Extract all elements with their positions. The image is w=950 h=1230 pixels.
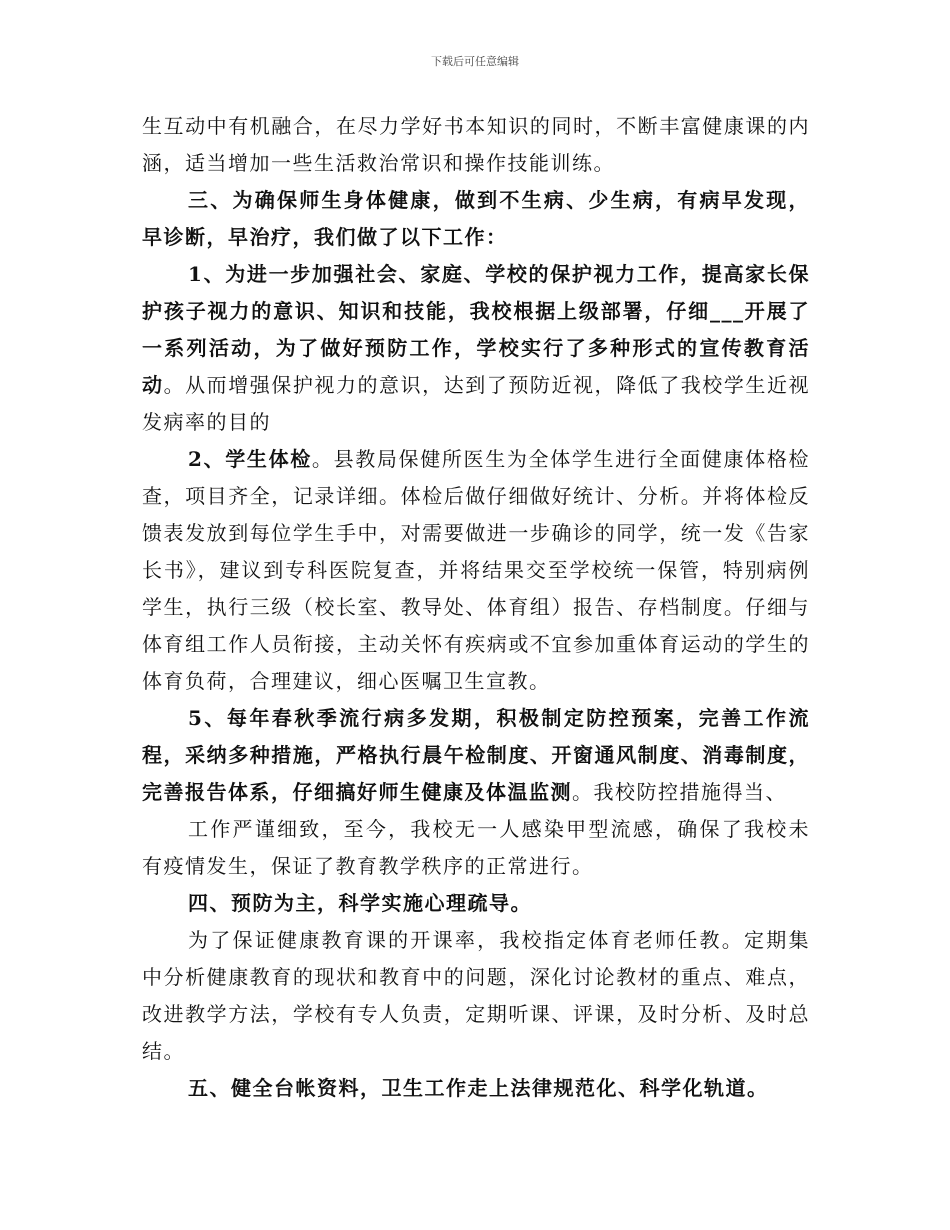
section-heading-five: 五、健全台帐资料，卫生工作走上法律规范化、科学化轨道。 xyxy=(188,1076,769,1100)
header-note: 下载后可任意编辑 xyxy=(431,55,519,68)
paragraph-physical-exam-bold: 2、学生体检 xyxy=(188,447,312,471)
paragraph-health-education: 为了保证健康教育课的开课率，我校指定体育老师任教。定期集中分析健康教育的现状和教育中的问题，深化讨论教材的重点、难点，改进教学方法，学校有专人负责，定期听课、评课，及时分析、及时总结。 xyxy=(142,928,810,1063)
paragraph-physical-exam-text: 。县教局保健所医生为全体学生进行全面健康体格检查，项目齐全，记录详细。体检后做仔细做好统计、分析。并将体检反馈表发放到每位学生手中，对需要做进一步确诊的同学，统一发《告家长书》，建议到专科医院复查，并将结果交至学校统一保管，特别病例学生，执行三级（校长室、教导处、体育组）报告、存档制度。仔细与体育组工作人员衔接，主动关怀有疾病或不宜参加重体育运动的学生的体育负荷，合理建议，细心医嘱卫生宣教。 xyxy=(142,447,811,693)
paragraph-vision-protection-bold: 1、为进一步加强社会、家庭、学校的保护视力工作，提高家长保护孩子视力的意识、知识和技能，我校根据上级部署，仔细___开展了一系列活动，为了做好预防工作，学校实行了多种形式的宣传教育活动 xyxy=(142,262,810,397)
document-body xyxy=(142,108,810,1107)
paragraph-epidemic-result: 工作严谨细致，至今，我校无一人感染甲型流感，确保了我校未有疫情发生，保证了教育教学秩序的正常进行。 xyxy=(142,817,810,878)
paragraph-vision-protection-text: 。从而增强保护视力的意识，达到了预防近视，降低了我校学生近视发病率的目的 xyxy=(142,373,811,434)
paragraph-epidemic-control xyxy=(142,700,810,811)
paragraph-epidemic-control-bold: 5、每年春秋季流行病多发期，积极制定防控预案，完善工作流程，采纳多种措施，严格执行晨午检制度、开窗通风制度、消毒制度，完善报告体系，仔细搞好师生健康及体温监测 xyxy=(142,706,810,804)
section-heading-four: 四、预防为主，科学实施心理疏导。 xyxy=(188,891,532,915)
paragraph-epidemic-control-text: 。我校防控措施得当、 xyxy=(572,780,787,804)
paragraph-continuation: 生互动中有机融合，在尽力学好书本知识的同时，不断丰富健康课的内涵，适当增加一些生活救治常识和操作技能训练。 xyxy=(142,114,810,175)
paragraph-physical-exam xyxy=(142,441,810,700)
section-heading-three: 三、为确保师生身体健康，做到不生病、少生病，有病早发现，早诊断，早治疗，我们做了以下工作： xyxy=(142,188,810,249)
paragraph-vision-protection xyxy=(142,256,810,441)
